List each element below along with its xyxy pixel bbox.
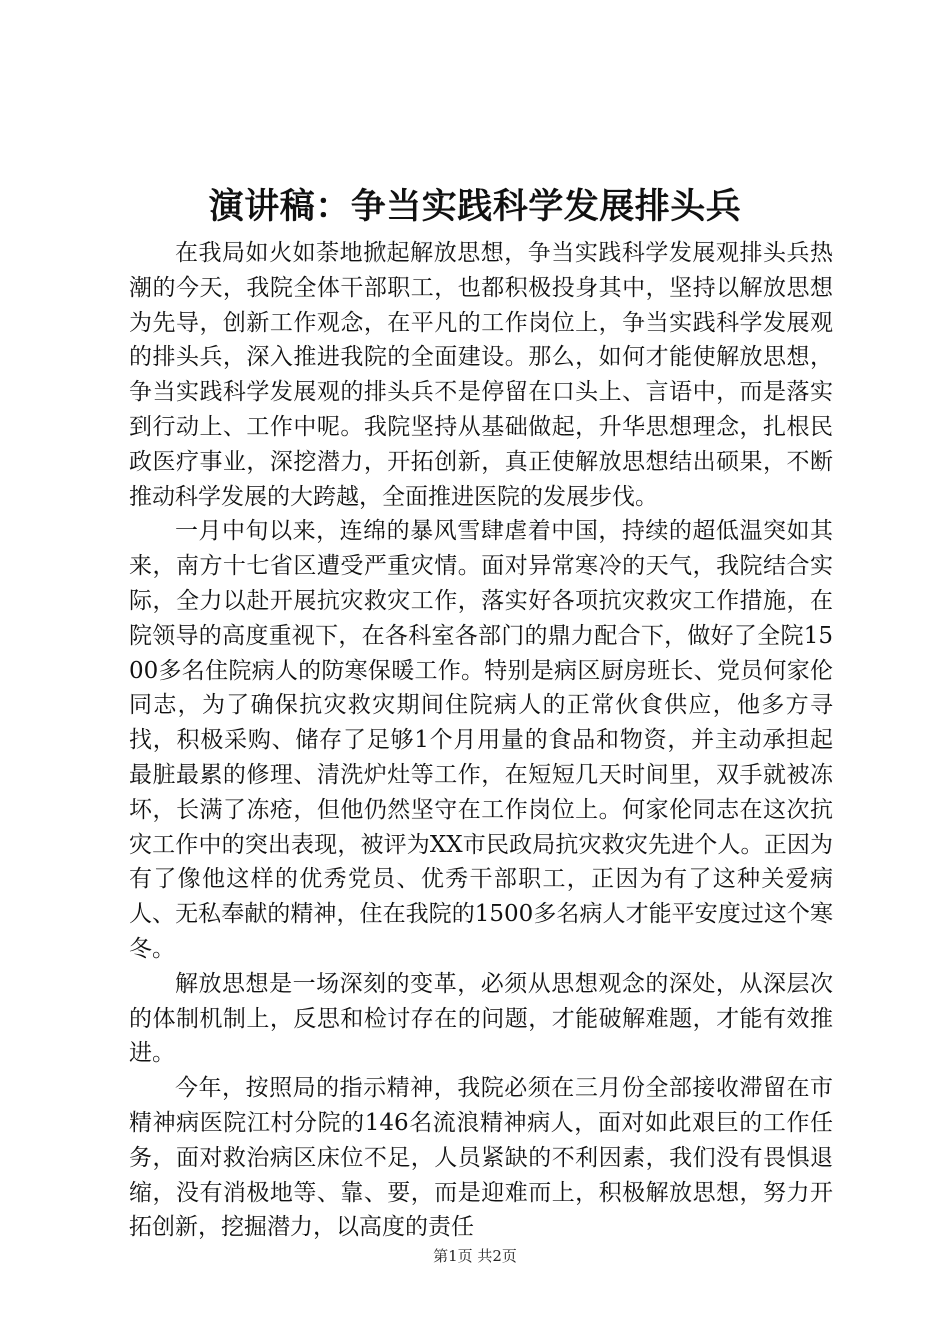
- paragraph-2: 一月中旬以来，连绵的暴风雪肆虐着中国，持续的超低温突如其来，南方十七省区遭受严重灾情。面对异常寒冷的天气，我院结合实际，全力以赴开展抗灾救灾工作，落实好各项抗灾救灾工作措施，在院领导的高度重视下，在各科室各部门的鼎力配合下，做好了全院1500多名住院病人的防寒保暖工作。特别是病区厨房班长、党员何家伦同志，为了确保抗灾救灾期间住院病人的正常伙食供应，他多方寻找，积极采购、储存了足够1个月用量的食品和物资，并主动承担起最脏最累的修理、清洗炉灶等工作，在短短几天时间里，双手就被冻坏，长满了冻疮，但他仍然坚守在工作岗位上。何家伦同志在这次抗灾工作中的突出表现，被评为XX市民政局抗灾救灾先进个人。正因为有了像他这样的优秀党员、优秀干部职工，正因为有了这种关爱病人、无私奉献的精神，住在我院的1500多名病人才能平安度过这个寒冬。: [129, 518, 833, 962]
- paragraph-1: 在我局如火如荼地掀起解放思想，争当实践科学发展观排头兵热潮的今天，我院全体干部职工，也都积极投身其中，坚持以解放思想为先导，创新工作观念，在平凡的工作岗位上，争当实践科学发展观的排头兵，深入推进我院的全面建设。那么，如何才能使解放思想，争当实践科学发展观的排头兵不是停留在口头上、言语中，而是落实到行动上、工作中呢。我院坚持从基础做起，升华思想理念，扎根民政医疗事业，深挖潜力，开拓创新，真正使解放思想结出硕果，不断推动科学发展的大跨越，全面推进医院的发展步伐。: [129, 240, 833, 510]
- paragraph-3: 解放思想是一场深刻的变革，必须从思想观念的深处，从深层次的体制机制上，反思和检讨存在的问题，才能破解难题，才能有效推进。: [129, 970, 833, 1067]
- document-body: [129, 236, 833, 1245]
- document-title: 演讲稿：争当实践科学发展排头兵: [208, 186, 742, 227]
- paragraph-4: 今年，按照局的指示精神，我院必须在三月份全部接收滞留在市精神病医院江村分院的146名流浪精神病人，面对如此艰巨的工作任务，面对救治病区床位不足，人员紧缺的不利因素，我们没有畏惧退缩，没有消极地等、靠、要，而是迎难而上，积极解放思想，努力开拓创新，挖掘潜力，以高度的责任: [129, 1075, 833, 1241]
- page-number-footer: 第1页 共2页: [433, 1247, 517, 1265]
